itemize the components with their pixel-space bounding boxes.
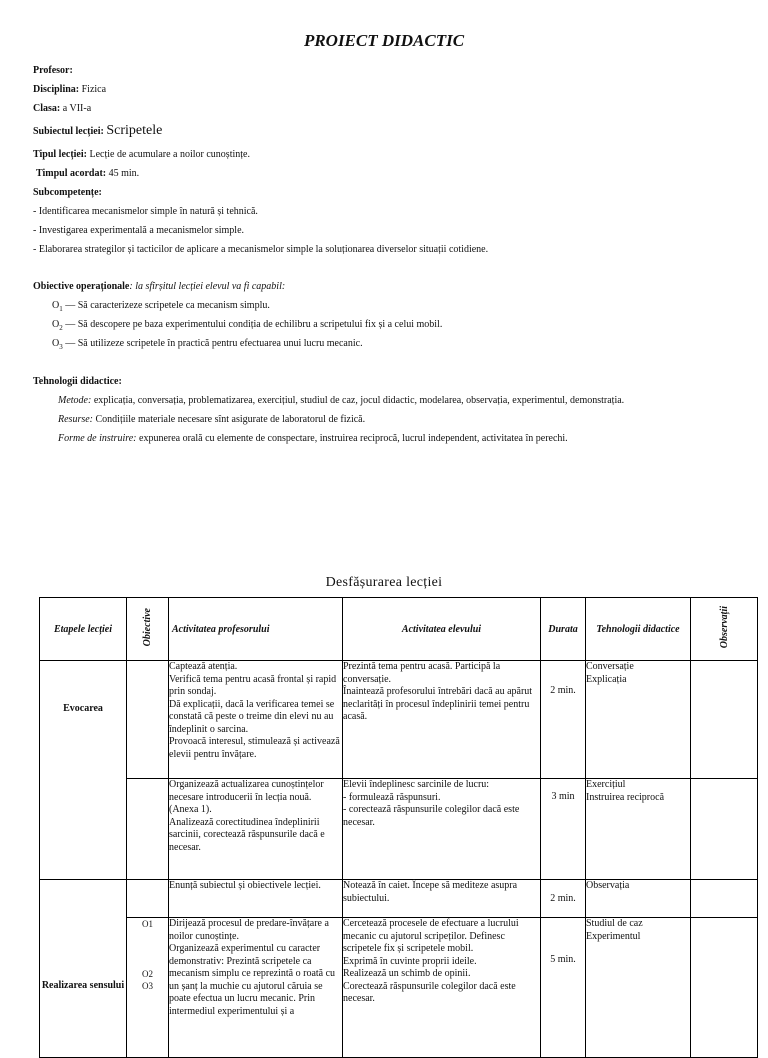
resurse-line — [58, 414, 365, 425]
observatii-cell — [691, 661, 758, 779]
subcompetenta-item: - Identificarea mecanismelor simple în natură și tehnică. — [33, 206, 258, 217]
objectives-cell — [127, 661, 169, 779]
tehnologii-value — [586, 779, 691, 880]
obiectiv-code: O — [52, 319, 60, 330]
obiectiv-code: O — [52, 338, 60, 349]
obiectiv-text: — Să caracterizeze scripetele ca mecanism simplu. — [62, 300, 270, 311]
text-line: Enunță subiectul și obiectivele lecției. — [169, 880, 321, 891]
objective-code: O1 — [142, 919, 153, 929]
header-obiective-text: Obiective — [142, 608, 153, 647]
observatii-cell — [691, 779, 758, 880]
table-row — [40, 661, 758, 779]
text-line: Organizează actualizarea cunoștințelor necesare introducerii în lecția nouă. — [169, 779, 324, 803]
header-elev: Activitatea elevului — [343, 598, 541, 661]
objectives-cell — [127, 779, 169, 880]
header-observatii — [691, 598, 758, 661]
text-line: Conversație — [586, 661, 634, 672]
text-line: Cercetează procesele de efectuare a lucrului mecanic cu ajutorul scripeților. Definesc scripetele fix și scripetele mobil. — [343, 918, 519, 954]
objectives-cell — [127, 918, 169, 1058]
text-line: Explicația — [586, 673, 627, 685]
text-line: Instruirea reciprocă — [586, 791, 665, 803]
table-row — [40, 880, 758, 918]
text-line: Provoacă interesul, stimulează și activează elevii pentru învățare. — [169, 736, 340, 760]
text-line: Notează în caiet. Începe să mediteze asupra subiectului. — [343, 880, 518, 904]
obiectiv-item — [52, 300, 270, 313]
stage-realizarea: Realizarea sensului — [40, 880, 127, 1058]
metode-value: explicația, conversația, problematizarea, exercițiul, studiul de caz, jocul didactic, modelarea, observația, experimentul, demonstrația. — [93, 395, 625, 406]
text-line: Realizează un schimb de opinii. — [343, 968, 471, 979]
text-line: Captează atenția. — [169, 661, 238, 672]
text-line: (Anexa 1). — [169, 804, 212, 815]
elev-activity — [343, 880, 541, 918]
tip-line — [33, 149, 250, 160]
subiect-value: Scripetele — [106, 123, 163, 138]
text-line: Exprimă în cuvinte proprii ideile. — [343, 955, 477, 967]
subiect-line — [33, 123, 162, 139]
elev-activity — [343, 918, 541, 1058]
text-line: Dă explicații, dacă la verificarea temei se constată că peste o treime din elevi nu au îndeplinit o sarcina. — [169, 698, 335, 735]
tehnologii-label: Tehnologii didactice: — [33, 376, 122, 387]
forme-label: Forme de instruire: — [58, 433, 137, 444]
profesor-label: Profesor: — [33, 65, 73, 76]
text-line: Observația — [586, 880, 630, 891]
stage-evocarea: Evocarea — [40, 661, 127, 880]
observatii-cell — [691, 880, 758, 918]
subcompetenta-item: - Investigarea experimentală a mecanismelor simple. — [33, 225, 245, 236]
spacer — [127, 930, 168, 968]
obiectiv-text: — Să utilizeze scripetele în practică pentru efectuarea unui lucru mecanic. — [62, 338, 363, 349]
text-line: - formulează răspunsuri. — [343, 791, 441, 803]
metode-label: Metode: — [58, 395, 92, 406]
elev-activity — [343, 661, 541, 779]
timp-value: 45 min. — [108, 168, 140, 179]
obiectiv-sub: 3 — [59, 343, 63, 351]
metode-line — [58, 395, 624, 406]
tehnologii-value — [586, 918, 691, 1058]
subcompetenta-item: - Elaborarea strategilor și tacticilor de aplicare a mecanismelor simple la soluționarea diverselor situații cotidiene. — [33, 244, 489, 255]
obiectiv-text: — Să descopere pe baza experimentului condiția de echilibru a scripetului fix și a celui mobil. — [62, 319, 443, 330]
profesor-activity — [169, 779, 343, 880]
header-profesor: Activitatea profesorului — [169, 598, 343, 661]
resurse-value: Condițiile materiale necesare sînt asigurate de laboratorul de fizică. — [95, 414, 366, 425]
header-etapele: Etapele lecției — [40, 598, 127, 661]
text-line: Exercițiul — [586, 779, 626, 790]
clasa-line — [33, 103, 91, 114]
resurse-label: Resurse: — [58, 414, 93, 425]
observatii-cell — [691, 918, 758, 1058]
subcompetente-label: Subcompetențe: — [33, 187, 102, 198]
header-observatii-text: Observații — [718, 606, 730, 649]
tip-value: Lecție de acumulare a noilor cunoștințe. — [89, 149, 250, 160]
text-line: Analizează corectitudinea îndeplinirii sarcinii, corectează răspunsurile dacă e necesar. — [169, 816, 325, 853]
obiectiv-sub: 1 — [59, 305, 63, 313]
tehnologii-value — [586, 661, 691, 779]
forme-line — [58, 433, 568, 444]
header-tehnologii: Tehnologii didactice — [586, 598, 691, 661]
forme-value: expunerea orală cu elemente de conspectare, instruirea reciprocă, lucrul independent, activitatea în perechi. — [139, 433, 568, 444]
obiectiv-code: O — [52, 300, 60, 311]
objective-code: O2 — [142, 969, 153, 979]
table-row — [40, 779, 758, 880]
durata-value: 2 min. — [541, 880, 586, 918]
text-line: Corectează răspunsurile colegilor dacă este necesar. — [343, 980, 516, 1004]
obiective-intro: : la sfîrșitul lecției elevul va fi capabil: — [129, 281, 286, 292]
durata-value: 3 min — [541, 779, 586, 880]
obiectiv-item — [52, 319, 442, 332]
disciplina-line — [33, 84, 106, 95]
clasa-label: Clasa: — [33, 103, 61, 114]
subiect-label: Subiectul lecției: — [33, 126, 104, 137]
text-line: Elevii îndeplinesc sarcinile de lucru: — [343, 779, 490, 790]
objectives-cell — [127, 880, 169, 918]
elev-activity — [343, 779, 541, 880]
disciplina-value: Fizica — [81, 84, 107, 95]
disciplina-label: Disciplina: — [33, 84, 80, 95]
timp-label: Timpul acordat: — [36, 168, 107, 179]
tip-label: Tipul lecției: — [33, 149, 87, 160]
header-obiective — [127, 598, 169, 661]
text-line: - corectează răspunsurile colegilor dacă este necesar. — [343, 804, 520, 828]
text-line: Experimentul — [586, 930, 641, 942]
text-line: Prezintă tema pentru acasă. Participă la conversație. — [343, 661, 501, 685]
tehnologii-value — [586, 880, 691, 918]
text-line: Dirijează procesul de predare-învățare a noilor cunoștințe. — [169, 918, 329, 942]
profesor-activity — [169, 661, 343, 779]
text-line: Organizează experimentul cu caracter demonstrativ: Prezintă scripetele ca mecanism simplu ce reprezintă o roată cu un șanț la muchie cu ajutorul căruia se poate efectua un lucru mecanic. Prin intermediul experimentului și a — [169, 943, 336, 1017]
durata-value: 5 min. — [541, 918, 586, 1058]
document-title: PROIECT DIDACTIC — [303, 31, 465, 50]
lesson-table — [39, 597, 758, 1058]
lesson-table-title: Desfășurarea lecției — [325, 575, 443, 590]
obiective-label: Obiective operaționale — [33, 281, 130, 292]
clasa-value: a VII-a — [62, 103, 92, 114]
obiective-line — [33, 281, 285, 292]
table-row — [40, 918, 758, 1058]
durata-value: 2 min. — [541, 661, 586, 779]
profesor-activity — [169, 918, 343, 1058]
profesor-activity — [169, 880, 343, 918]
objective-code: O3 — [142, 981, 153, 991]
obiectiv-sub: 2 — [59, 324, 63, 332]
text-line: Verifică tema pentru acasă frontal și rapid prin sondaj. — [169, 673, 337, 697]
text-line: Studiul de caz — [586, 918, 643, 929]
header-durata: Durata — [541, 598, 586, 661]
obiectiv-item — [52, 338, 363, 351]
text-line: Înaintează profesorului întrebări dacă au apărut neclarități în procesul îndeplinirii temei pentru acasă. — [343, 686, 533, 722]
timp-line — [36, 168, 139, 179]
